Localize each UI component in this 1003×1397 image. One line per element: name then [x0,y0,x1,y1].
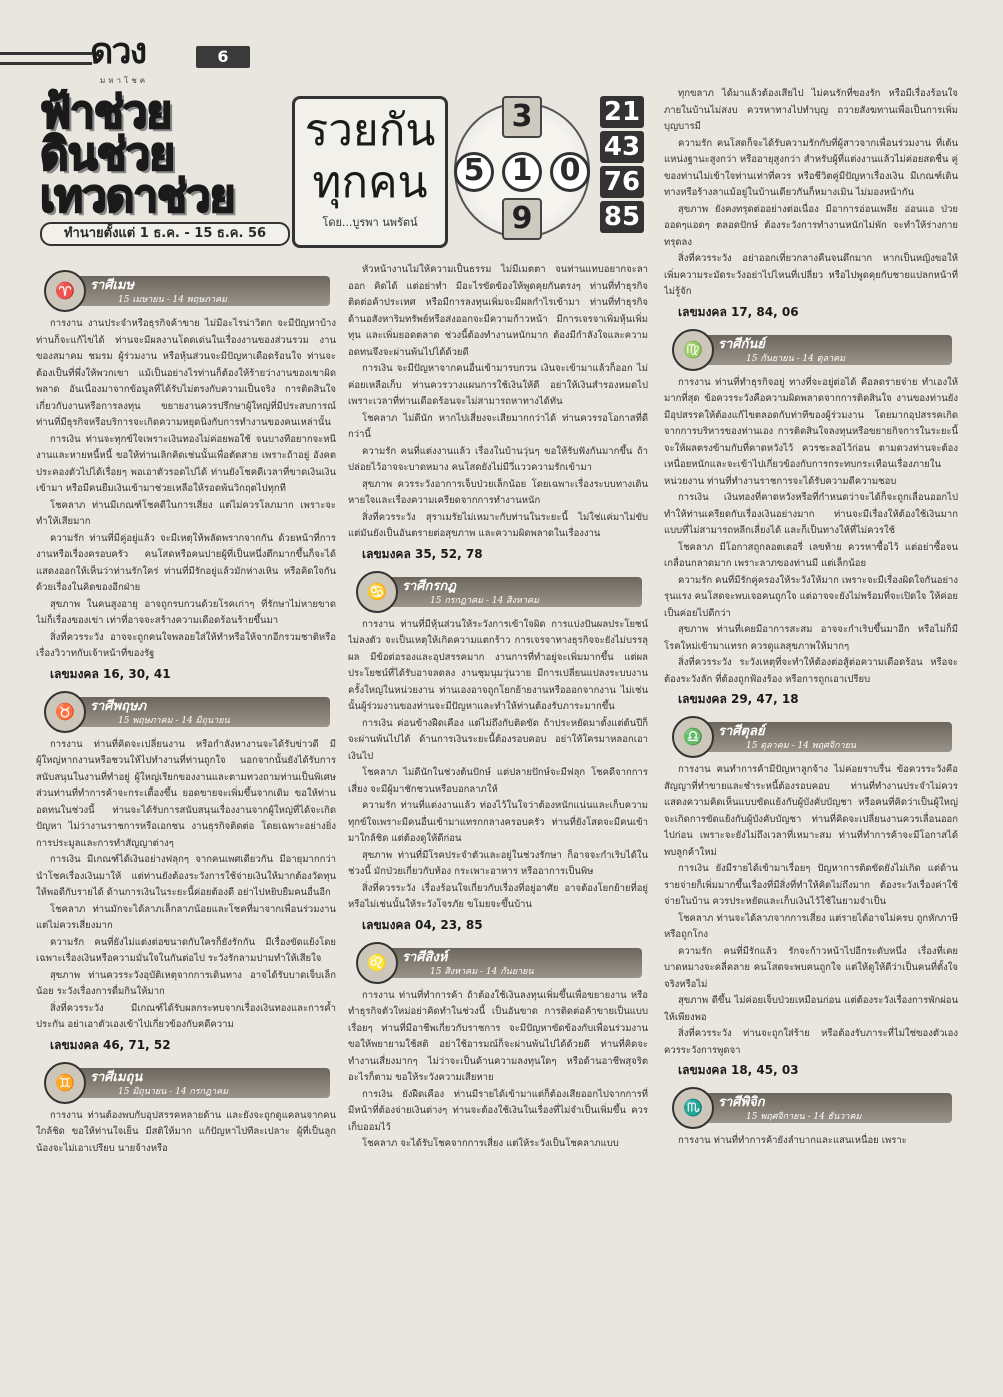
zodiac-header-cancer [356,571,648,611]
lucky-numbers: เลขมงคล 46, 71, 52 [50,1037,171,1052]
paragraph: การเงิน ยังฝืดเคือง ท่านมีรายได้เข้ามาแต่ก็ต้องเสียออกไปจากการที่มีหน้าที่ต้องจ่ายเงินต่างๆ ท่านจะต้องใช้เงินในเรื่องที่ไม่จำเป็นเพิ่มขึ้น ควรเก็บออมไว้ [348,1088,648,1133]
lucky-numbers: เลขมงคล 18, 45, 03 [678,1063,799,1077]
prediction-date-range: ทำนายตั้งแต่ 1 ธ.ค. - 15 ธ.ค. 56 [40,222,290,246]
paragraph: การเงิน เงินทองที่คาดหวังหรือที่กำหนดว่าจะได้ก็จะถูกเลื่อนออกไป ทำให้ท่านเครียดกับเรื่องเงินอย่างมาก ท่านจะมีเรื่องให้ต้องใช้เงินมาก แบบที่ไม่สามารถหลีกเลี่ยงได้ และก็เป็นทางให้ที่ไม่ควรใช้ [664,492,958,536]
page-number: 6 [196,46,250,68]
masthead-rule [0,52,92,55]
zodiac-date-range: 15 เมษายน - 14 พฤษภาคม [118,295,228,305]
column-1 [36,262,336,1392]
zodiac-date-range: 15 สิงหาคม - 14 กันยายน [430,966,534,977]
paragraph: สิ่งที่ควรระวัง ระวังเหตุที่จะทำให้ต้องต่อสู้ต่อความเดือดร้อน หรือจะต้องระวังลัก ที่ต้องถูกฟ้องร้อง หรือการถูกเอาเปรียบ [664,657,958,685]
paragraph: สิ่งที่ควรระวัง เรื่องร้อนใจเกี่ยวกับเรื่องที่อยู่อาศัย อาจต้องโยกย้ายที่อยู่ หรือไม่เช่นนั้นให้ระวังโจรภัย ขโมยจะขึ้นบ้าน [348,882,648,910]
paragraph: หัวหน้างานไม่ให้ความเป็นธรรม ไม่มีเมตตา จนท่านแทบอยากจะลาออก คิดได้ แต่อย่าทำ มีอะไรขัดข้องให้พูดคุยกันตรงๆ ท่านที่ทำธุรกิจติดต่อค้าประเทศ หรือมีการลงทุนเพิ่มจะมีผลกำไรเข้ามา ท่านที่ทำธุรกิจด้านอสังหาริมทรัพย์หรือส่งออกจะมีความก้าวหน้า มีการเจรจาเพิ่มหุ้นเพิ่มทุน และเพิ่มยอดตลาด ช่วงนี้ต้องทำงานหนักมาก ต้องมีกำลังใจและความอดทนจึงจะผ่านพ้นไปได้ด้วยดี [348,264,648,358]
zodiac-banner [74,276,330,306]
lottery-title-line: รวยกัน [304,105,436,156]
headline-line: เทวดาช่วย [40,171,235,222]
newspaper-logo: ดวง [90,31,146,72]
paragraph: โชคลาภ ท่านมีเกณฑ์โชคดีในการเสี่ยง แต่ไม่ควรโลภมาก เพราะจะทำให้เสียมาก [36,499,336,527]
headline [40,87,288,222]
newspaper-logo-subtitle: มหาโชค [100,76,149,85]
lucky-numbers: เลขมงคล 04, 23, 85 [362,917,483,932]
paragraph: สิ่งที่ควรระวัง สุราเมรัยไม่เหมาะกับท่านในระยะนี้ ไม่ใช่แค่มาไม่ขับ แต่มันยังเป็นอันตรายต่อสุขภาพ และความผิดพลาดในเรื่องงาน [348,511,648,539]
zodiac-date-range: 15 กันยายน - 14 ตุลาคม [746,353,846,364]
lucky-numbers: เลขมงคล 35, 52, 78 [362,546,483,561]
zodiac-emblem-icon: ♈ [44,270,86,312]
zodiac-date-range: 15 พฤษภาคม - 14 มิถุนายน [118,715,230,726]
zodiac-banner [386,577,642,607]
paragraph: สิ่งที่ควรระวัง อาจจะถูกคนใจพลอยใส่ให้ทำหรือให้จากอีกรวมชาติหรือเรื่องวิวาทกับเจ้าหน้าที่ของรัฐ [36,631,336,659]
paragraph: การเงิน ท่านจะทุกข์ใจเพราะเงินทองไม่ค่อยพอใช้ จนบางทีอยากจะหนีงานและหายหนี้หนี้ ขอให้ท่านเลิกคิดเช่นนั้นเพื่อตัดสาย เพราะถ้าอยู่ อังคตประคองตัวไปได้เรื่อยๆ พอเอาตัวรอดไปได้ ท่านยังโชคดีเวลาที่ขาดเงินเงินเข้ามา หรือมีคนยืมเงินเข้ามาช่วยเหลือให้รอดพ้นวิกฤตไปทุกที [36,433,336,494]
zodiac-emblem-icon: ♉ [44,691,86,733]
zodiac-header-gemini [44,1062,336,1102]
side-number: 43 [600,131,644,163]
zodiac-banner [702,722,952,752]
paragraph: โชคลาภ มีโอกาสถูกลอตเตอรี่ เลขท้าย ควรหาซื้อไว้ แต่อย่าซื้อจนเกลื่อนกลาดมาก เพราะลาภของท่านมี แต่เล็กน้อย [664,541,958,569]
paragraph: ความรัก คนที่มีรักแล้ว รักจะก้าวหน้าไปอีกระดับหนึ่ง เรื่องที่เคยบาดหมางจะคลี่คลาย คนโสดจะพบคนถูกใจ แต่ให้ดูให้ดีว่าเป็นคนที่ตั้งใจจริงหรือไม่ [664,945,958,990]
zodiac-header-taurus [44,691,336,731]
side-number: 21 [600,96,644,128]
paragraph: สุขภาพ ท่านที่มีโรคประจำตัวและอยู่ในช่วงรักษา ก็อาจจะกำเริบได้ในช่วงนี้ มักป่วยเกี่ยวกับท้อง กระเพาะอาหาร หรืออาการเป็นพิษ [348,849,648,877]
zodiac-date-range: 15 ตุลาคม - 14 พฤศจิกายน [746,741,857,751]
paragraph: โชคลาภ ไม่ดีนักในช่วงต้นปักษ์ แต่ปลายปักษ์จะมีฟลุก โชคดีจากการเสี่ยง จะมีผู้มาชักชวนหรือบอกลาภให้ [348,767,648,795]
paragraph: ความรัก คนโสดก็จะได้รับความรักกับที่ผู้สาวจากเพื่อนร่วมงาน ที่เต้นแหน่งฐานะสูงกว่า หรืออายุสูงกว่า สำหรับผู้ที่แต่งงานแล้วไม่ค่อยสดชื่น คู่ของท่านไม่เข้าใจท่านเท่าที่ควร หรือชีวิตคู่มีปัญหาเรื่องเงิน มีเกณฑ์เดินทางหรือร้างลาแม้อยู่ในบ้านเดียวกันก็หมางเมิน ไม่มองหน้ากัน [664,137,958,198]
zodiac-header-leo [356,942,648,982]
lottery-author: โดย...บูรพา นพรัตน์ [322,216,418,229]
zodiac-name: ราศีเมถุน [90,1069,143,1085]
paragraph: สุขภาพ ดีขึ้น ไม่ค่อยเจ็บป่วยเหมือนก่อน แต่ต้องระวังเรื่องการพักผ่อนให้เพียงพอ [664,995,958,1023]
zodiac-emblem-icon: ♍ [672,329,714,371]
paragraph: สุขภาพ ท่านที่เคยมีอาการสะสม อาจจะกำเริบขึ้นมาอีก หรือไม่ก็มีโรคใหม่เข้ามาแทรก ควรดูแลสุขภาพให้มากๆ [664,624,958,652]
paragraph: สุขภาพ ท่านควรระวังอุบัติเหตุจากการเดินทาง อาจได้รับบาดเจ็บเล็กน้อย ระวังเรื่องการดื่มกินให้มาก [36,969,336,997]
paragraph: ความรัก ท่านที่มีคู่อยู่แล้ว จะมีเหตุให้พลัดพรากจากกัน ด้วยหน้าที่การงานหรือเรื่องครอบครัว คนโสดหรือคนปายผู้ที่เป็นหนึ่งตึกมากขึ้นก็จะได้แสดงออกให้เห็นว่าท่านรักใคร่ ท่านที่มีรักอยู่แล้วมักห่างเหิน หรือคิดใจกันด้วยเรื่องในคิดของอีกฝ่าย [36,532,336,593]
paragraph: โชคลาภ ไม่ดีนัก หากไปเสี่ยงจะเสียมากกว่าได้ ท่านควรรอโอกาสที่ดีกว่านี้ [348,412,648,440]
paragraph: สิ่งที่ควรระวัง อย่าออกเที่ยวกลางคืนจนดึกมาก หากเป็นหญิงขอให้เพิ่มความระมัดระวังอย่าไปไหนที่เปลี่ยว หรือไปพูดคุยกับชายแปลกหน้าที่ไม่รู้จัก [664,253,958,297]
headline-line: ดินช่วย [40,129,175,180]
zodiac-emblem-icon: ♋ [356,571,398,613]
zodiac-header-scorpio [672,1087,958,1127]
paragraph: สิ่งที่ควรระวัง ท่านจะถูกใส่ร้าย หรือต้องรับภาระที่ไม่ใช่ของตัวเอง ควรระวังการพูดจา [664,1028,958,1056]
zodiac-banner [74,697,330,727]
wheel-number-top: 3 [502,96,542,138]
zodiac-emblem-icon: ♊ [44,1062,86,1104]
zodiac-banner [74,1068,330,1098]
lucky-number-wheel [446,88,592,242]
wheel-number-center: 1 [502,152,542,192]
wheel-number-right: 0 [550,152,590,192]
zodiac-date-range: 15 กรกฎาคม - 14 สิงหาคม [430,595,539,606]
zodiac-name: ราศีกรกฎ [402,578,456,594]
paragraph: การเงิน ค่อนข้างฝืดเคือง แต่ไม่ถึงกับติดขัด ถ้าประหยัดมาตั้งแต่ต้นปีก็จะผ่านพ้นไปได้ ด้านการเงินระยะนี้ต้องรอบคอบ อย่าให้ใครมาหลอกเอาเงินไป [348,717,648,762]
paragraph: การงาน คนทำการค้ามีปัญหาลูกจ้าง ไม่ค่อยราบรื่น ข้อควรระวังคือสัญญาที่ทำขายและชำระหนี้ต้องรอบคอบ ท่านที่ทำงานประจำไม่ควรแสดงความคิดเห็นแบบขัดแย้งกับผู้บังคับบัญชา หรือคนที่คิดว่าเป็นผู้ใหญ่จะเกิดการขัดแย้งกับผู้บังคับบัญชา ท่านที่คิดจะเปลี่ยนงานควรเลื่อนออกไปก่อน เพราะจะยังไม่ถึงเวลาที่เหมาะสม ท่านที่ทำการค้าจะมีโอกาสได้พบลูกค้าใหม่ [664,764,958,858]
paragraph: สุขภาพ ยังคงทรุดต่ออย่างต่อเนื่อง มีอาการอ่อนเพลีย อ่อนแอ ป่วยออดๆแอดๆ ตลอดปักษ์ ต้องระวังการทำงานหนักไม่พัก จะทำให้ร่างกายทรุดลง [664,203,958,248]
paragraph: การเงิน มีเกณฑ์ได้เงินอย่างฟลุกๆ จากคนเพศเดียวกัน มีอายุมากกว่า นำโชคเรื่องเงินมาให้ แต่ท่านยังต้องระวังการใช้จ่ายเงินให้มากต้องวัดทุนให้พอดีกับรายได้ ด้านการเงินในระยะนี้ค่อยต้องดี อย่าไปหยิบยืมคนอื่นอีก [36,854,336,898]
paragraph: การงาน ท่านที่ทำการค้ายังลำบากและแสนเหนื่อย เพราะ [678,1135,907,1146]
paragraph: การงาน ท่านที่คิดจะเปลี่ยนงาน หรือกำลังหางานจะได้รับข่าวดี มีผู้ใหญ่หากงานหรือชวนให้ไปทำงานที่ท่านถูกใจ นอกจากนั้นยังได้รับการสนับสนุนในงานที่ทำอยู่ ผู้ใหญ่เรียกของงานและตามทวงถามท่านเป็นพิเศษ ส่วนท่านที่ทำการค้าจะกระเตื้องขึ้น ยอดขายจะเพิ่มขึ้นจากเดิม ขอให้ท่านอดทนในช่วงนี้ ท่านจะได้รับการสนับสนุนเรื่องงานจากผู้ใหญ่ที่ได้จะเกิดปัญหา ไม่ว่างานราชการหรือเอกชน งานธุรกิจติดต่อ โดยเฉพาะอย่างยิ่งการประมูลและการทำสัญญาต่างๆ [36,738,336,849]
lucky-numbers: เลขมงคล 16, 30, 41 [50,666,171,681]
zodiac-banner [702,335,952,365]
paragraph: ความรัก คนที่ยังไม่แต่งต่อขนาดกับใครก็ยังรักกัน มีเรื่องขัดแย้งโดยเฉพาะเรื่องเงินหรือความมั่นใจในกันต่อไป ระวังรักลามปามทำให้เสียใจ [36,936,336,964]
paragraph: ทุกขลาภ ได้มาแล้วต้องเสียไป ไม่คนรักที่ของรัก หรือมีเรื่องร้อนใจภายในบ้านไม่สงบ ควรหาทางไปทำบุญ ถวายสังฆทานเพื่อเป็นการเพิ่มบุญบารมี [664,88,958,132]
headline-line: ฟ้าช่วย [40,87,172,138]
column-2 [348,262,648,1392]
paragraph: การงาน ท่านต้องพบกับอุปสรรคหลายด้าน และยังจะถูกดูแคลนจากคนใกล้ชิด ขอให้ท่านใจเย็น มีสติให้มาก แก้ปัญหาไปทีละเปลาะ ผู้ที่เป็นลูกน้องจะไม่เอาเปรียบ นายจ้างหรือ [36,1109,336,1154]
zodiac-header-virgo [672,329,958,369]
zodiac-emblem-icon: ♏ [672,1087,714,1129]
side-number: 76 [600,166,644,198]
zodiac-name: ราศีกันย์ [718,336,765,352]
masthead-rule [0,62,92,65]
paragraph: สิ่งที่ควรระวัง มีเกณฑ์ได้รับผลกระทบจากเรื่องเงินทองและการค้ำประกัน อย่าเอาตัวเองเข้าไปเกี่ยวข้องกับคดีความ [36,1002,336,1030]
wheel-number-left: 5 [454,152,494,192]
paragraph: การเงิน ยังมีรายได้เข้ามาเรื่อยๆ ปัญหาการติดขัดยังไม่เกิด แต่ด้านรายจ่ายก็เพิ่มมากขึ้นเรื่องที่มีสิ่งที่ทำให้คิดไม่ถึงมาก ต้องระวังเรื่องค่าใช้จ่ายในบ้าน ควรประหยัดและเก็บเงินไว้ใช้ในยามจำเป็น [664,863,958,907]
lottery-title-box [292,96,448,248]
zodiac-banner [386,948,642,978]
lucky-numbers: เลขมงคล 29, 47, 18 [678,692,799,706]
lottery-title-line: ทุกคน [312,157,428,208]
zodiac-name: ราศีตุลย์ [718,724,765,739]
paragraph: สุขภาพ ควรระวังอาการเจ็บป่วยเล็กน้อย โดยเฉพาะเรื่องระบบทางเดินหายใจและเรื่องความเครียดจากการทำงานหนัก [348,478,648,506]
zodiac-emblem-icon: ♌ [356,942,398,984]
paragraph: ความรัก คนที่มีรักคู่ครองให้ระวังให้มาก เพราะจะมีเรื่องผิดใจกันอย่างรุนแรง คนโสดจะพบเจอคนถูกใจ แต่อาจจะยังไม่พร้อมที่จะเปิดใจ ให้ค่อยเป็นค่อยไปดีกว่า [664,574,958,619]
column-3 [664,86,958,1386]
paragraph: การงาน ท่านที่ทำธุรกิจอยู่ ทางที่จะอยู่ต่อได้ คือลดรายจ่าย ทำเองให้มากที่สุด ข้อควรระวังคือความผิดพลาดจากการติดสินใจ งานของท่านยังมีอุปสรรคให้ต้องแก้ไขตลอดกับท่าทีของผู้ร่วมงาน โดยมากอุปสรรคเกิดจากการบริหารของท่านเอง การติดสินใจลงทุนหรือขยายกิจการในระยะนี้ จะให้ผลตรงข้ามกับที่คาดหวังไว้ ควรชะลอไว้ก่อน ตามดวงท่านจะต้องเหนื่อยหนักและจะเข้าไปเกี่ยวข้องกับการกระทบกระเทือนเรื่องภายในหน่วยงาน ท่านที่ทำงานราชการจะได้รับความดีความชอบ [664,376,958,487]
zodiac-header-aries [44,270,336,310]
zodiac-name: ราศีเมษ [90,278,135,293]
lucky-numbers: เลขมงคล 17, 84, 06 [678,304,799,319]
side-number: 85 [600,201,644,233]
paragraph: การงาน ท่านที่มีหุ้นส่วนให้ระวังการเข้าใจผิด การแบ่งปันผลประโยชน์ไม่ลงตัว จะเป็นเหตุให้เกิดความแตกร้าว การเจรจาทางธุรกิจจะยังไม่บรรลุผล มีข้อต่อรองและอุปสรรคมาก งานการที่ทำอยู่จะเพิ่มมากขึ้น แต่ผลประโยชน์ที่ได้รับอาจลดลง งานชุมนุมวุ่นวาย มีการเปลี่ยนแปลงระบบงานครั้งใหญ่ในหน่วยงาน ท่านเองอาจถูกโยกย้ายงานหรือออกจากงาน ไม่เช่นนั้นผู้ร่วมงานของท่านจะมีปัญหาและทำให้ท่านต้องรับภาระมากขึ้น [348,618,648,712]
side-number-list [600,96,644,236]
zodiac-banner [702,1093,952,1123]
paragraph: การงาน งานประจำหรือธุรกิจค้าขาย ไม่มีอะไรน่าวิตก จะมีปัญหาบ้าง ท่านก็จะแก้ไขได้ ท่านจะมีผลงานโดดเด่นในเรื่องงานของส่วนรวม งานของสมาคม ชมรม ผู้ร่วมงาน หรือหุ้นส่วนจะมีปัญหาเดือดร้อนใจ ท่านจะต้องเป็นที่พึ่งให้พวกเขา แม้เป็นอย่างไรท่านก็ต้องให้ร้ายว่างานของเขาผิดพลาด อันเนื่องมาจากข้อมูลที่ได้รับไม่ตรงกับความเป็นจริง การติดสินใจเกี่ยวกับงานหรือการลงทุน ขยายงานควรปรึกษาผู้ใหญ่ที่มีประสบการณ์ ท่านที่มีธุรกิจหรือบริการจะเกิดความหยุดนิ่งกับการทำงานของคนเหล่านั้น [36,318,336,428]
masthead [0,30,250,85]
zodiac-date-range: 15 มิถุนายน - 14 กรกฎาคม [118,1086,229,1097]
paragraph: โชคลาภ ท่านมักจะได้ลาภเล็กลาภน้อยและโชคที่มาจากเพื่อนร่วมงาน แต่ไม่ควรเสี่ยงมาก [36,903,336,931]
zodiac-name: ราศีสิงห์ [402,949,448,965]
paragraph: โชคลาภ จะได้รับโชคจากการเสี่ยง แต่ให้ระวังเป็นโชคลาภแบบ [362,1138,619,1149]
paragraph: การเงิน จะมีปัญหาจากคนอื่นเข้ามารบกวน เงินจะเข้ามาแล้วก็ออก ไม่ค่อยเหลือเก็บ ท่านควรวางแผนการใช้เงินให้ดี อย่าให้เงินสำรองหมดไป เพราะเวลาที่ท่านเดือดร้อนจะไม่สามารถหาทางได้ทัน [348,363,648,407]
wheel-number-bottom: 9 [502,198,542,240]
zodiac-name: ราศีพิจิก [718,1095,765,1110]
paragraph: สุขภาพ ในคนสูงอายุ อาจถูกรบกวนด้วยโรคเก่าๆ ที่รักษาไม่หายขาด ไม่ก็เรื่องของเข่า เท่าที่อาจจะสร้างความเดือดร้อนร้ายขึ้นมา [36,598,336,626]
zodiac-date-range: 15 พฤศจิกายน - 14 ธันวาคม [746,1112,862,1122]
zodiac-emblem-icon: ♎ [672,716,714,758]
zodiac-header-libra [672,716,958,756]
paragraph: การงาน ท่านที่ทำการค้า ถ้าต้องใช้เงินลงทุนเพิ่มขึ้นเพื่อขยายงาน หรือทำธุรกิจตัวใหม่อย่าคิดทำในช่วงนี้ เป็นอันขาด การติดต่อค้าขายเป็นแบบเรื่อยๆ ท่านที่มีอาชีพเกี่ยวกับราชการ จะมีปัญหาขัดข้องกับเพื่อนร่วมงาน ขอให้พยายามใช้สติ อย่าใช้อารมณ์ก็จะผ่านพ้นไปได้ด้วยดี ท่านที่คิดจะทำงานเสี่ยงมากๆ ไม่ว่าจะเป็นด้านความลงทุนใดๆ หรือด้านอาชีพสุจริตอะไรก็ตาม ขอให้ระวังความเสียหาย [348,989,648,1083]
zodiac-name: ราศีพฤษภ [90,698,147,714]
paragraph: ความรัก คนที่แต่งงานแล้ว เรื่องในบ้านวุ่นๆ ขอให้รับฟังกันมากขึ้น ถ้าปล่อยไว้อาจจะบาดหมาง คนโสดยังไม่มีวี่แววความรักเข้ามา [348,445,648,473]
paragraph: ความรัก ท่านที่แต่งงานแล้ว ท่องไว้ในใจว่าต้องหนักแน่นและเก็บความทุกข์ใจเพราะมีคนอื่นเข้ามาแทรกกลางครอบครัว ท่านที่ยังโสดจะมีคนเข้ามาใกล้ชิด แต่ต้องดูให้ดีก่อน [348,800,648,844]
paragraph: โชคลาภ ท่านจะได้ลาภจากการเสี่ยง แต่รายได้อาจไม่ครบ ถูกหักภาษีหรือถูกโกง [664,912,958,940]
